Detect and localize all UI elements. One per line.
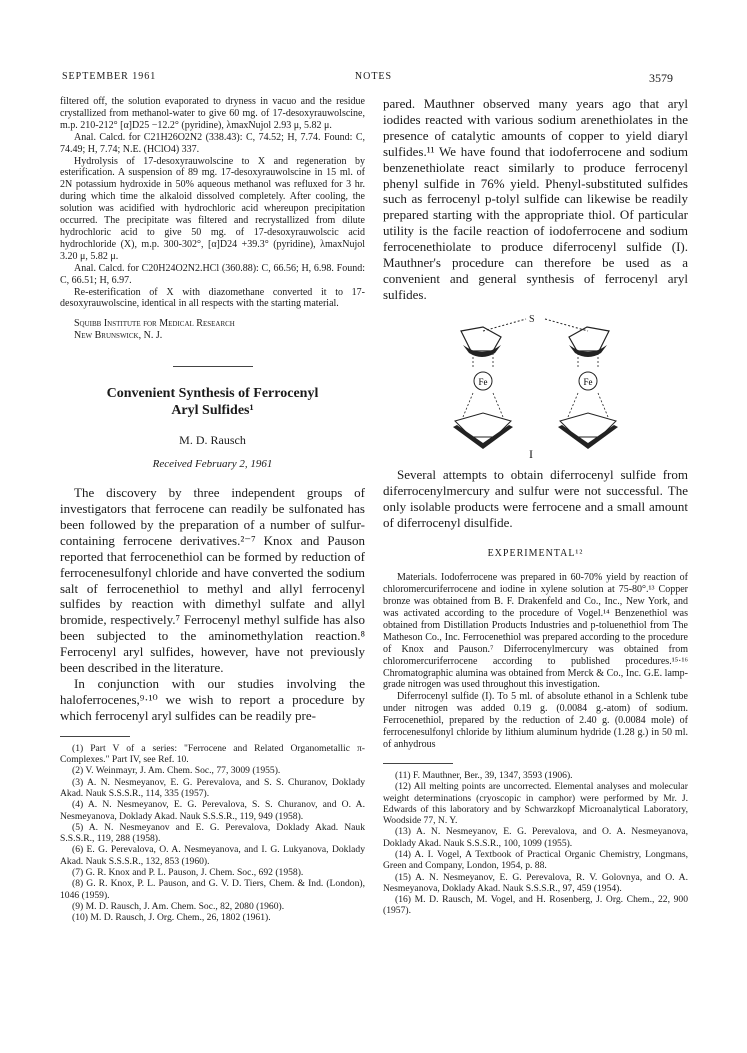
footnote: (12) All melting points are uncorrected. Elemental analyses and molecular weight determinations (cryoscopic in camphor) were performed by Mr. J. Edwards of this laboratory and by Schwarzkopf Microanalytical Laboratory, Woodside 77, N. Y. (383, 781, 688, 827)
ring-left-top (461, 327, 501, 351)
left-column (60, 96, 365, 923)
author: M. D. Rausch (179, 433, 246, 448)
right-column (383, 96, 688, 917)
analysis-2: Anal. Calcd. for C20H24O2N2.HCl (360.88): C, 66.56; H, 6.98. Found: C, 66.51; H, 6.97. (60, 262, 365, 286)
structure-figure (383, 309, 688, 459)
footnote: (10) M. D. Rausch, J. Org. Chem., 26, 1802 (1961). (72, 912, 271, 924)
footnote: (7) G. R. Knox and P. L. Pauson, J. Chem. Soc., 692 (1958). (72, 866, 304, 878)
article-title (60, 385, 365, 419)
ring-right-top (569, 327, 609, 351)
page-number: 3579 (649, 71, 673, 85)
footnote: (8) G. R. Knox, P. L. Pauson, and G. V. D. Tiers, Chem. & Ind. (London), 1046 (1959). (60, 878, 365, 901)
footnote: (5) A. N. Nesmeyanov and E. G. Perevalova, Doklady Akad. Nauk S.S.S.R., 119, 288 (1958). (60, 821, 365, 845)
footnote: (1) Part V of a series: "Ferrocene and Related Organometallic π-Complexes." Part IV, see Ref. 10. (60, 742, 365, 766)
footnote: (14) A. I. Vogel, A Textbook of Practical Organic Chemistry, Longmans, Green and Company, London, 1954, p. 88. (383, 848, 688, 872)
hydrolysis-paragraph: Hydrolysis of 17-desoxyrauwolscine to X and regeneration by esterification. A suspension of 89 mg. 17-desoxyrauwolscine in 15 ml. of 2N potassium hydroxide in 50% aqueous methanol was refluxed for 3 hr. during which time the alkaloid dissolved completely. After cooling, the solution was acidified with hydrochloric acid whereupon precipitation occurred. The precipitate was filtered and recrystallized from dilute hydrochloric acid to give 50 mg. of 17-desoxyrauwolscic acid hydrochloride (X), m.p. 300-302°, [α]D24 +39.3° (pyridine), λmaxNujol 3.20 μ, 5.82 μ. (60, 155, 365, 262)
fe-right-label: Fe (583, 376, 593, 387)
footnotes-right (383, 770, 688, 917)
section-divider (173, 366, 253, 367)
footnote-divider (383, 763, 453, 764)
footnote: (13) A. N. Nesmeyanov, E. G. Perevalova, and O. A. Nesmeyanova, Doklady Akad. Nauk S.S.S.R., 100, 1099 (1955). (383, 826, 688, 849)
institute-line-1: Squibb Institute for Medical Research (74, 318, 235, 330)
institute-line-2: New Brunswick, N. J. (74, 330, 163, 342)
running-head-section: NOTES (354, 71, 393, 82)
footnote: (6) E. G. Perevalova, O. A. Nesmeyanova, and I. G. Lukyanova, Doklady Akad. Nauk S.S.S.R., 132, 853 (1960). (60, 844, 365, 867)
intro-paragraph-1: The discovery by three independent groups of investigators that ferrocene can readily be sulfonated has been followed by the preparation of a number of sulfur-containing ferrocene derivatives.²⁻⁷ Knox and Pauson reported that ferrocenethiol can be formed by reduction of ferrocenesulfonyl chloride and have converted the sodium salt of ferrocenethiol to methyl and allyl ferrocenyl sulfides by reaction with dimethyl sulfate and allyl bromide, respectively.⁷ Ferrocenyl methyl sulfide has also been subjected to the aminomethylation reaction.⁸ Ferrocenyl aryl sulfides, however, have not previously been described in the literature. (60, 485, 365, 676)
diferrocenyl-sulfide-structure (383, 309, 688, 459)
diferrocenyl-sulfide-paragraph: Diferrocenyl sulfide (I). To 5 ml. of absolute ethanol in a Schlenk tube under nitrogen was added 0.19 g. (0.0084 g.-atom) of sodium. Ferrocenethiol, prepared by the reduction of 2.40 g. (0.0084 mole) of ferrocenesulfonyl chloride by lithium aluminum hydride (1.28 g.) in 50 ml. of anhydrous (383, 691, 688, 750)
footnote: (2) V. Weinmayr, J. Am. Chem. Soc., 77, 3009 (1955). (72, 765, 281, 777)
experimental-heading: EXPERIMENTAL¹² (487, 548, 584, 560)
analysis-1: Anal. Calcd. for C21H26O2N2 (338.43): C, 74.52; H, 7.74. Found: C, 74.49; H, 7.74; N.E. (HClO4) 337. (60, 131, 365, 155)
footnote: (3) A. N. Nesmeyanov, E. G. Perevalova, and S. S. Churanov, Doklady Akad. Nauk S.S.S.R., 114, 335 (1957). (60, 776, 365, 799)
reesterification-paragraph: Re-esterification of X with diazomethane converted it to 17-desoxyrauwolscine, identical in all respects with the starting material. (60, 286, 365, 310)
right-paragraph-2: Several attempts to obtain diferrocenyl sulfide from diferrocenylmercury and sulfur were not successful. The only isolable products were ferrocene and a small amount of diferrocenyl disulfide. (383, 466, 688, 530)
running-head-date: SEPTEMBER 1961 (62, 71, 157, 82)
footnotes-left (60, 743, 365, 924)
footnote: (11) F. Mauthner, Ber., 39, 1347, 3593 (1906). (395, 769, 573, 781)
footnote: (16) M. D. Rausch, M. Vogel, and H. Rosenberg, J. Org. Chem., 22, 900 (1957). (383, 894, 688, 917)
intro-paragraph-2: In conjunction with our studies involving the haloferrocenes,⁹·¹⁰ we wish to report a procedure by which ferrocenyl aryl sulfides can be readily pre- (60, 676, 365, 723)
institute-affiliation (60, 318, 365, 342)
bond-right (545, 319, 588, 331)
footnote: (9) M. D. Rausch, J. Am. Chem. Soc., 82, 2080 (1960). (72, 900, 285, 912)
right-continuation-paragraph: pared. Mauthner observed many years ago that aryl iodides reacted with various sodium arenethiolates in the presence of catalytic amounts of copper to yield diaryl sulfides.¹¹ We have found that iodoferrocene and sodium benzenethiolate react similarly to produce ferrocenyl phenyl sulfide in 76% yield. Phenyl-substituted sulfides such as ferrocenyl p-tolyl sulfide can likewise be readily prepared starting with the appropriate thiol. Of particular utility is the facile reaction of iodoferrocene and sodium ferrocenethiolate to produce diferrocenyl sulfide (I). Mauthner's procedure can therefore be used as a convenient and general synthesis of ferrocenyl aryl sulfides. (383, 96, 688, 302)
article-title-line-2: Aryl Sulfides¹ (171, 403, 254, 419)
bond-left (483, 319, 526, 331)
figure-label: I (529, 446, 533, 461)
footnote-divider (60, 736, 130, 737)
footnote: (4) A. N. Nesmeyanov, E. G. Perevalova, S. S. Churanov, and O. A. Nesmeyanova, Doklady Akad. Nauk S.S.S.R., 119, 949 (1958). (60, 799, 365, 822)
prev-article-continuation: filtered off, the solution evaporated to dryness in vacuo and the residue crystallized from methanol-water to give 60 mg. of 17-desoxyrauwolscine, m.p. 210-212° [α]D25 −12.2° (pyridine), λmaxNujol 2.93 μ, 5.82 μ. (60, 96, 365, 131)
article-title-line-1: Convenient Synthesis of Ferrocenyl (106, 386, 319, 402)
materials-paragraph: Materials. Iodoferrocene was prepared in 60-70% yield by reaction of chloromercuriferrocene and iodine in xylene solution at 75-80°.¹³ Copper bronze was obtained from B. F. Drakenfeld and Co., Inc., New York, and was activated according to the procedure of Vogel.¹⁴ Benzenethiol was obtained from Distillation Products Industries and p-toluenethiol from The Matheson Co., Inc. Ferrocenethiol was prepared according to the procedure of Knox and Pauson.⁷ Diferrocenylmercury was obtained from chloromercuriferrocene according to published procedures.¹⁵·¹⁶ Chromatographic alumina was obtained from Merck & Co., Inc. G.E. lamp-grade nitrogen was used throughout this investigation. (383, 572, 688, 691)
footnote: (15) A. N. Nesmeyanov, E. G. Perevalova, R. V. Golovnya, and O. A. Nesmeyanova, Doklady Akad. Nauk S.S.S.R., 97, 459 (1954). (383, 871, 688, 894)
fe-left-label: Fe (478, 376, 488, 387)
received-date: Received February 2, 1961 (152, 458, 273, 471)
sulfur-label: S (529, 313, 535, 325)
